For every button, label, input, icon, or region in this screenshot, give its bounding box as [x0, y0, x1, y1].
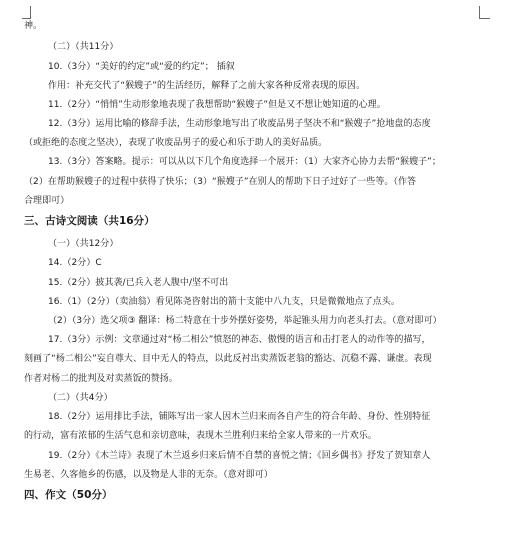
- answer-line: 10.（3分）“美好的约定”或“爱的约定”； 插叙: [48, 62, 235, 72]
- crop-mark-top-left: [22, 6, 31, 19]
- answer-line: 的行动，富有浓郁的生活气息和亲切意味，表现木兰胜利归来给全家人带来的一片欢乐。: [24, 431, 377, 441]
- answer-line: （2）在帮助猴嫂子的过程中获得了快乐；（3）“猴嫂子”在别人的帮助下日子过好了一些等。（作答: [24, 177, 417, 187]
- text-line: 神。: [24, 21, 43, 31]
- section-heading: 三、古诗文阅读（共16分）: [24, 215, 155, 227]
- answer-line: 作者对杨二的批判及对卖蒸饭的赞扬。: [24, 374, 178, 384]
- answer-line: 合理即可）: [24, 196, 70, 206]
- section-heading: （二）（共11分）: [48, 42, 119, 52]
- answer-line: 17.（3分）示例：文章通过对“杨二相公”愤怒的神态、傲慢的语言和击打老人的动作等的描写，: [48, 335, 431, 345]
- answer-line: 生易老、久客他乡的伤感，以及物是人非的无奈。（意对即可）: [24, 470, 273, 480]
- answer-line: 12.（3分）运用比喻的修辞手法，生动形象地写出了收废品男子坚决不和“猴嫂子”抢地盘的态度: [48, 119, 431, 129]
- section-heading: （二）（共4分）: [48, 393, 113, 403]
- answer-line: 14.（2分）C: [48, 258, 102, 268]
- answer-line: 18.（2分）运用排比手法，铺陈写出一家人因木兰归来而各自产生的符合年龄、身份、性别特征: [48, 412, 431, 422]
- section-heading: （一）（共12分）: [48, 239, 119, 249]
- answer-line: 作用：补充交代了“猴嫂子”的生活经历，解释了之前大家各种反常表现的原因。: [48, 81, 366, 91]
- answer-line: 15.（2分）披其袭/已兵入老人腹中/坚不可出: [48, 278, 229, 288]
- section-heading: 四、作文（50分）: [24, 489, 113, 501]
- answer-line: 19.（2分）《木兰诗》表现了木兰返乡归来后情不自禁的喜悦之情；《回乡偶书》抒发了贺知章人: [48, 451, 431, 461]
- answer-line: 11.（2分）“悄悄”生动形象地表现了我想帮助“猴嫂子”但是又不想让她知道的心理。: [48, 100, 386, 110]
- answer-line: 16.（1）（2分）（卖油翁）看见陈尧咨射出的箭十支能中八九支，只是微微地点了点头。: [48, 297, 400, 307]
- answer-line: 刻画了“杨二相公”妄自尊大、目中无人的特点，以此反衬出卖蒸饭老翁的豁达、沉稳不露、谦虚。表现: [24, 354, 432, 364]
- answer-line: （或拒绝的态度之坚决），表现了收废品男子的爱心和乐于助人的美好品质。: [24, 138, 328, 148]
- crop-mark-top-right: [479, 6, 490, 19]
- answer-line: 13.（3分）答案略。提示：可以从以下几个角度选择一个展开：（1）大家齐心协力去帮“猴嫂子”；: [48, 157, 441, 167]
- answer-line: （2）（3分）选父项③ 翻译：杨二特意在十步外摆好姿势，举起锥头用力向老头打去。（意对即可）: [48, 316, 442, 326]
